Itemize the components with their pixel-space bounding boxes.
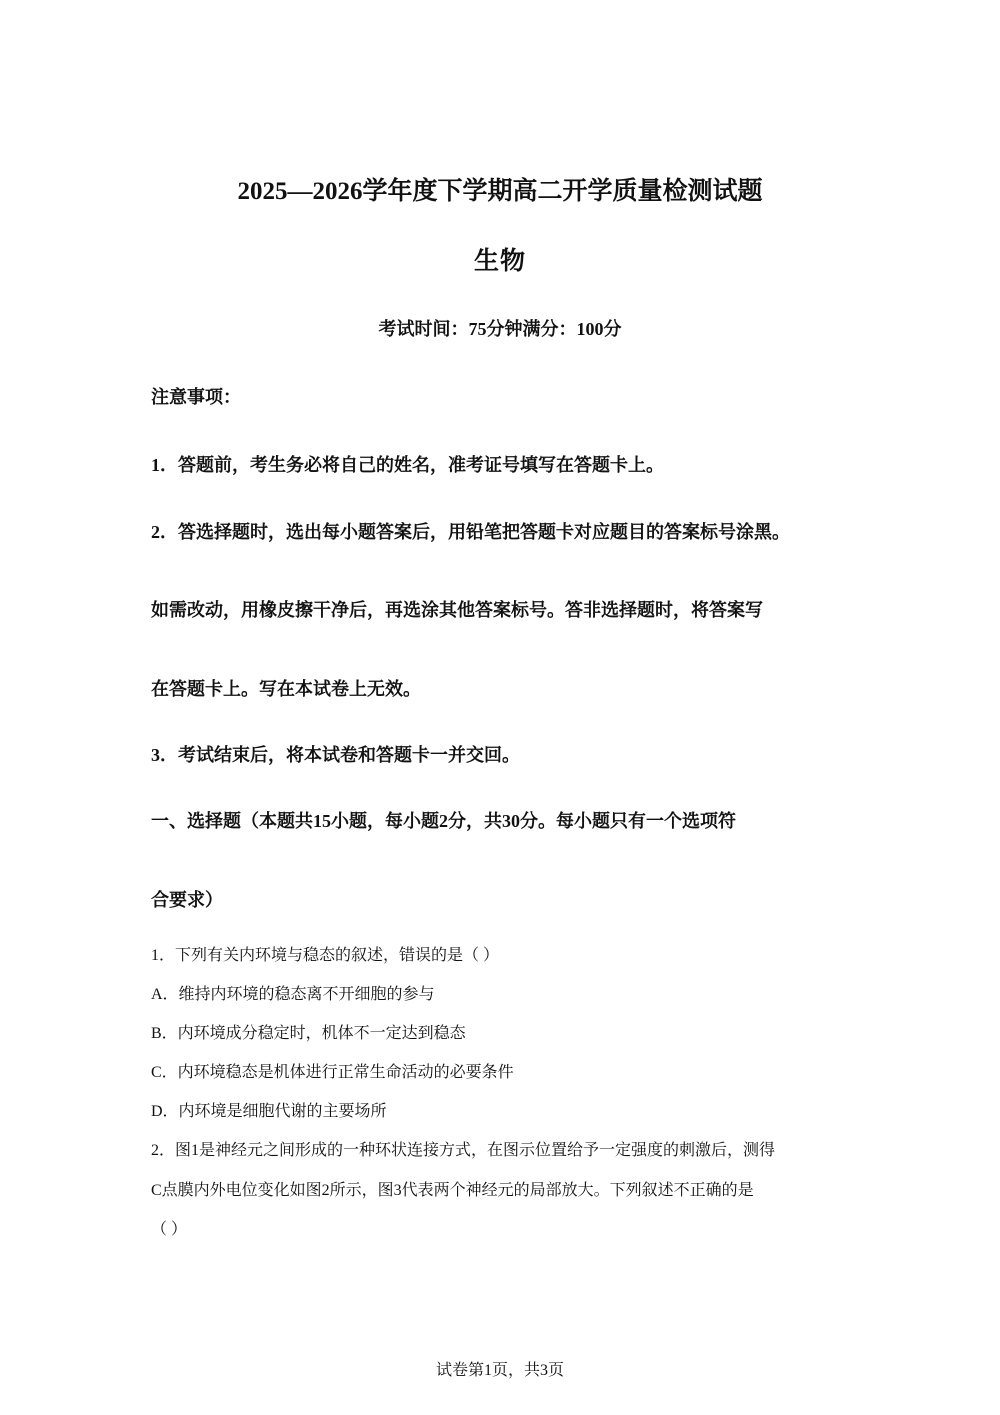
question-1-option-a: A．维持内环境的稳态离不开细胞的参与 <box>151 986 435 1003</box>
question-1-option-b: B．内环境成分稳定时，机体不一定达到稳态 <box>151 1025 466 1042</box>
question-1-option-d: D．内环境是细胞代谢的主要场所 <box>151 1103 387 1120</box>
notes-heading: 注意事项： <box>151 387 241 407</box>
exam-info: 考试时间：75分钟满分：100分 <box>378 319 622 339</box>
question-2-stem-line-2: C点膜内外电位变化如图2所示，图3代表两个神经元的局部放大。下列叙述不正确的是 <box>151 1182 754 1199</box>
question-1-option-c: C．内环境稳态是机体进行正常生命活动的必要条件 <box>151 1064 514 1081</box>
note-item-1: 1．答题前，考生务必将自己的姓名，准考证号填写在答题卡上。 <box>151 455 664 475</box>
page-footer: 试卷第1页，共3页 <box>435 1362 564 1379</box>
question-2-stem-line-1: 2．图1是神经元之间形成的一种环状连接方式，在图示位置给予一定强度的刺激后，测得 <box>151 1142 776 1159</box>
note-item-2-line-3: 在答题卡上。写在本试卷上无效。 <box>151 679 421 699</box>
question-2-stem-line-3: （ ） <box>151 1221 188 1238</box>
question-1-stem: 1．下列有关内环境与稳态的叙述，错误的是（ ） <box>151 947 500 964</box>
note-item-3: 3．考试结束后，将本试卷和答题卡一并交回。 <box>151 745 520 765</box>
section-heading-line-2: 合要求） <box>151 890 223 910</box>
section-heading-line-1: 一、选择题（本题共15小题，每小题2分，共30分。每小题只有一个选项符 <box>151 811 736 831</box>
note-item-2-line-1: 2．答选择题时，选出每小题答案后，用铅笔把答题卡对应题目的答案标号涂黑。 <box>151 522 790 542</box>
exam-title: 2025—2026学年度下学期高二开学质量检测试题 <box>237 178 763 205</box>
subject-title: 生物 <box>473 248 526 275</box>
note-item-2-line-2: 如需改动，用橡皮擦干净后，再选涂其他答案标号。答非选择题时，将答案写 <box>151 600 763 620</box>
